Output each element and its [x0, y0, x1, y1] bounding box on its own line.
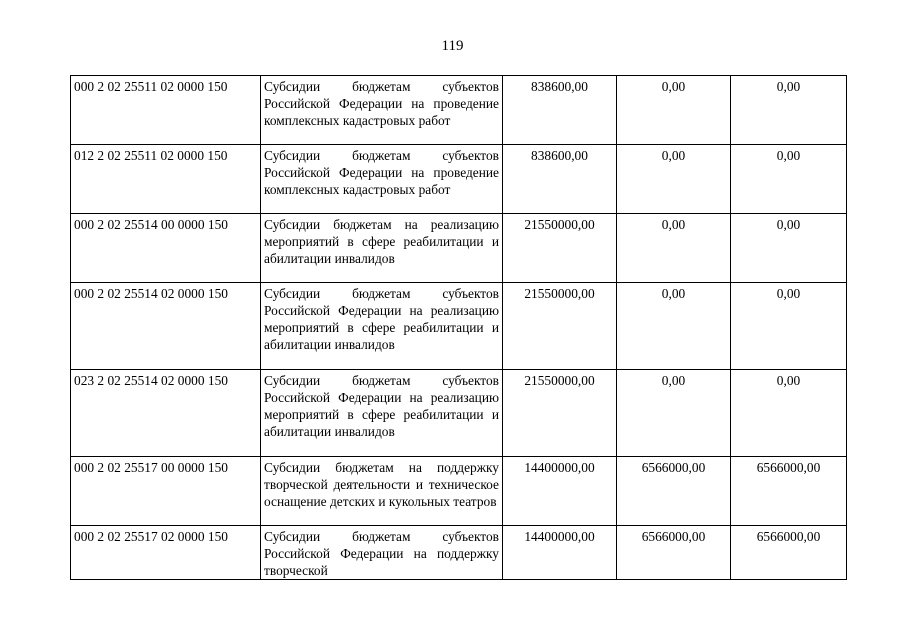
description-cell: Субсидии бюджетам на поддержку творческой деятельности и техническое оснащение детских и кукольных театров	[261, 457, 503, 526]
amount-cell-2: 0,00	[617, 214, 731, 283]
amount-cell-1: 21550000,00	[503, 370, 617, 457]
amount-cell-3: 0,00	[731, 76, 847, 145]
description-cell: Субсидии бюджетам субъектов Российской Федерации на проведение комплексных кадастровых работ	[261, 76, 503, 145]
amount-cell-1: 14400000,00	[503, 457, 617, 526]
amount-cell-1: 838600,00	[503, 76, 617, 145]
amount-cell-2: 6566000,00	[617, 457, 731, 526]
amount-cell-3: 0,00	[731, 370, 847, 457]
budget-code-cell: 000 2 02 25517 02 0000 150	[71, 526, 261, 580]
budget-code-cell: 000 2 02 25514 02 0000 150	[71, 283, 261, 370]
description-cell: Субсидии бюджетам субъектов Российской Федерации на реализацию мероприятий в сфере реабилитации и абилитации инвалидов	[261, 370, 503, 457]
amount-cell-1: 838600,00	[503, 145, 617, 214]
description-cell: Субсидии бюджетам субъектов Российской Федерации на поддержку творческой	[261, 526, 503, 580]
table-row	[71, 370, 847, 457]
amount-cell-3: 0,00	[731, 283, 847, 370]
amount-cell-3: 0,00	[731, 145, 847, 214]
amount-cell-1: 14400000,00	[503, 526, 617, 580]
page-number: 119	[441, 38, 464, 54]
amount-cell-2: 0,00	[617, 145, 731, 214]
amount-cell-3: 6566000,00	[731, 526, 847, 580]
table-row	[71, 526, 847, 580]
table-row	[71, 76, 847, 145]
table-row	[71, 214, 847, 283]
budget-code-cell: 000 2 02 25511 02 0000 150	[71, 76, 261, 145]
budget-code-cell: 023 2 02 25514 02 0000 150	[71, 370, 261, 457]
budget-code-cell: 012 2 02 25511 02 0000 150	[71, 145, 261, 214]
description-cell: Субсидии бюджетам субъектов Российской Федерации на реализацию мероприятий в сфере реабилитации и абилитации инвалидов	[261, 283, 503, 370]
table-row	[71, 145, 847, 214]
amount-cell-1: 21550000,00	[503, 214, 617, 283]
table-row	[71, 283, 847, 370]
description-cell: Субсидии бюджетам на реализацию мероприятий в сфере реабилитации и абилитации инвалидов	[261, 214, 503, 283]
amount-cell-1: 21550000,00	[503, 283, 617, 370]
budget-code-cell: 000 2 02 25517 00 0000 150	[71, 457, 261, 526]
amount-cell-2: 0,00	[617, 370, 731, 457]
amount-cell-2: 0,00	[617, 283, 731, 370]
amount-cell-2: 0,00	[617, 76, 731, 145]
description-cell: Субсидии бюджетам субъектов Российской Федерации на проведение комплексных кадастровых работ	[261, 145, 503, 214]
budget-code-cell: 000 2 02 25514 00 0000 150	[71, 214, 261, 283]
budget-table	[70, 75, 847, 580]
amount-cell-2: 6566000,00	[617, 526, 731, 580]
table-row	[71, 457, 847, 526]
amount-cell-3: 6566000,00	[731, 457, 847, 526]
amount-cell-3: 0,00	[731, 214, 847, 283]
